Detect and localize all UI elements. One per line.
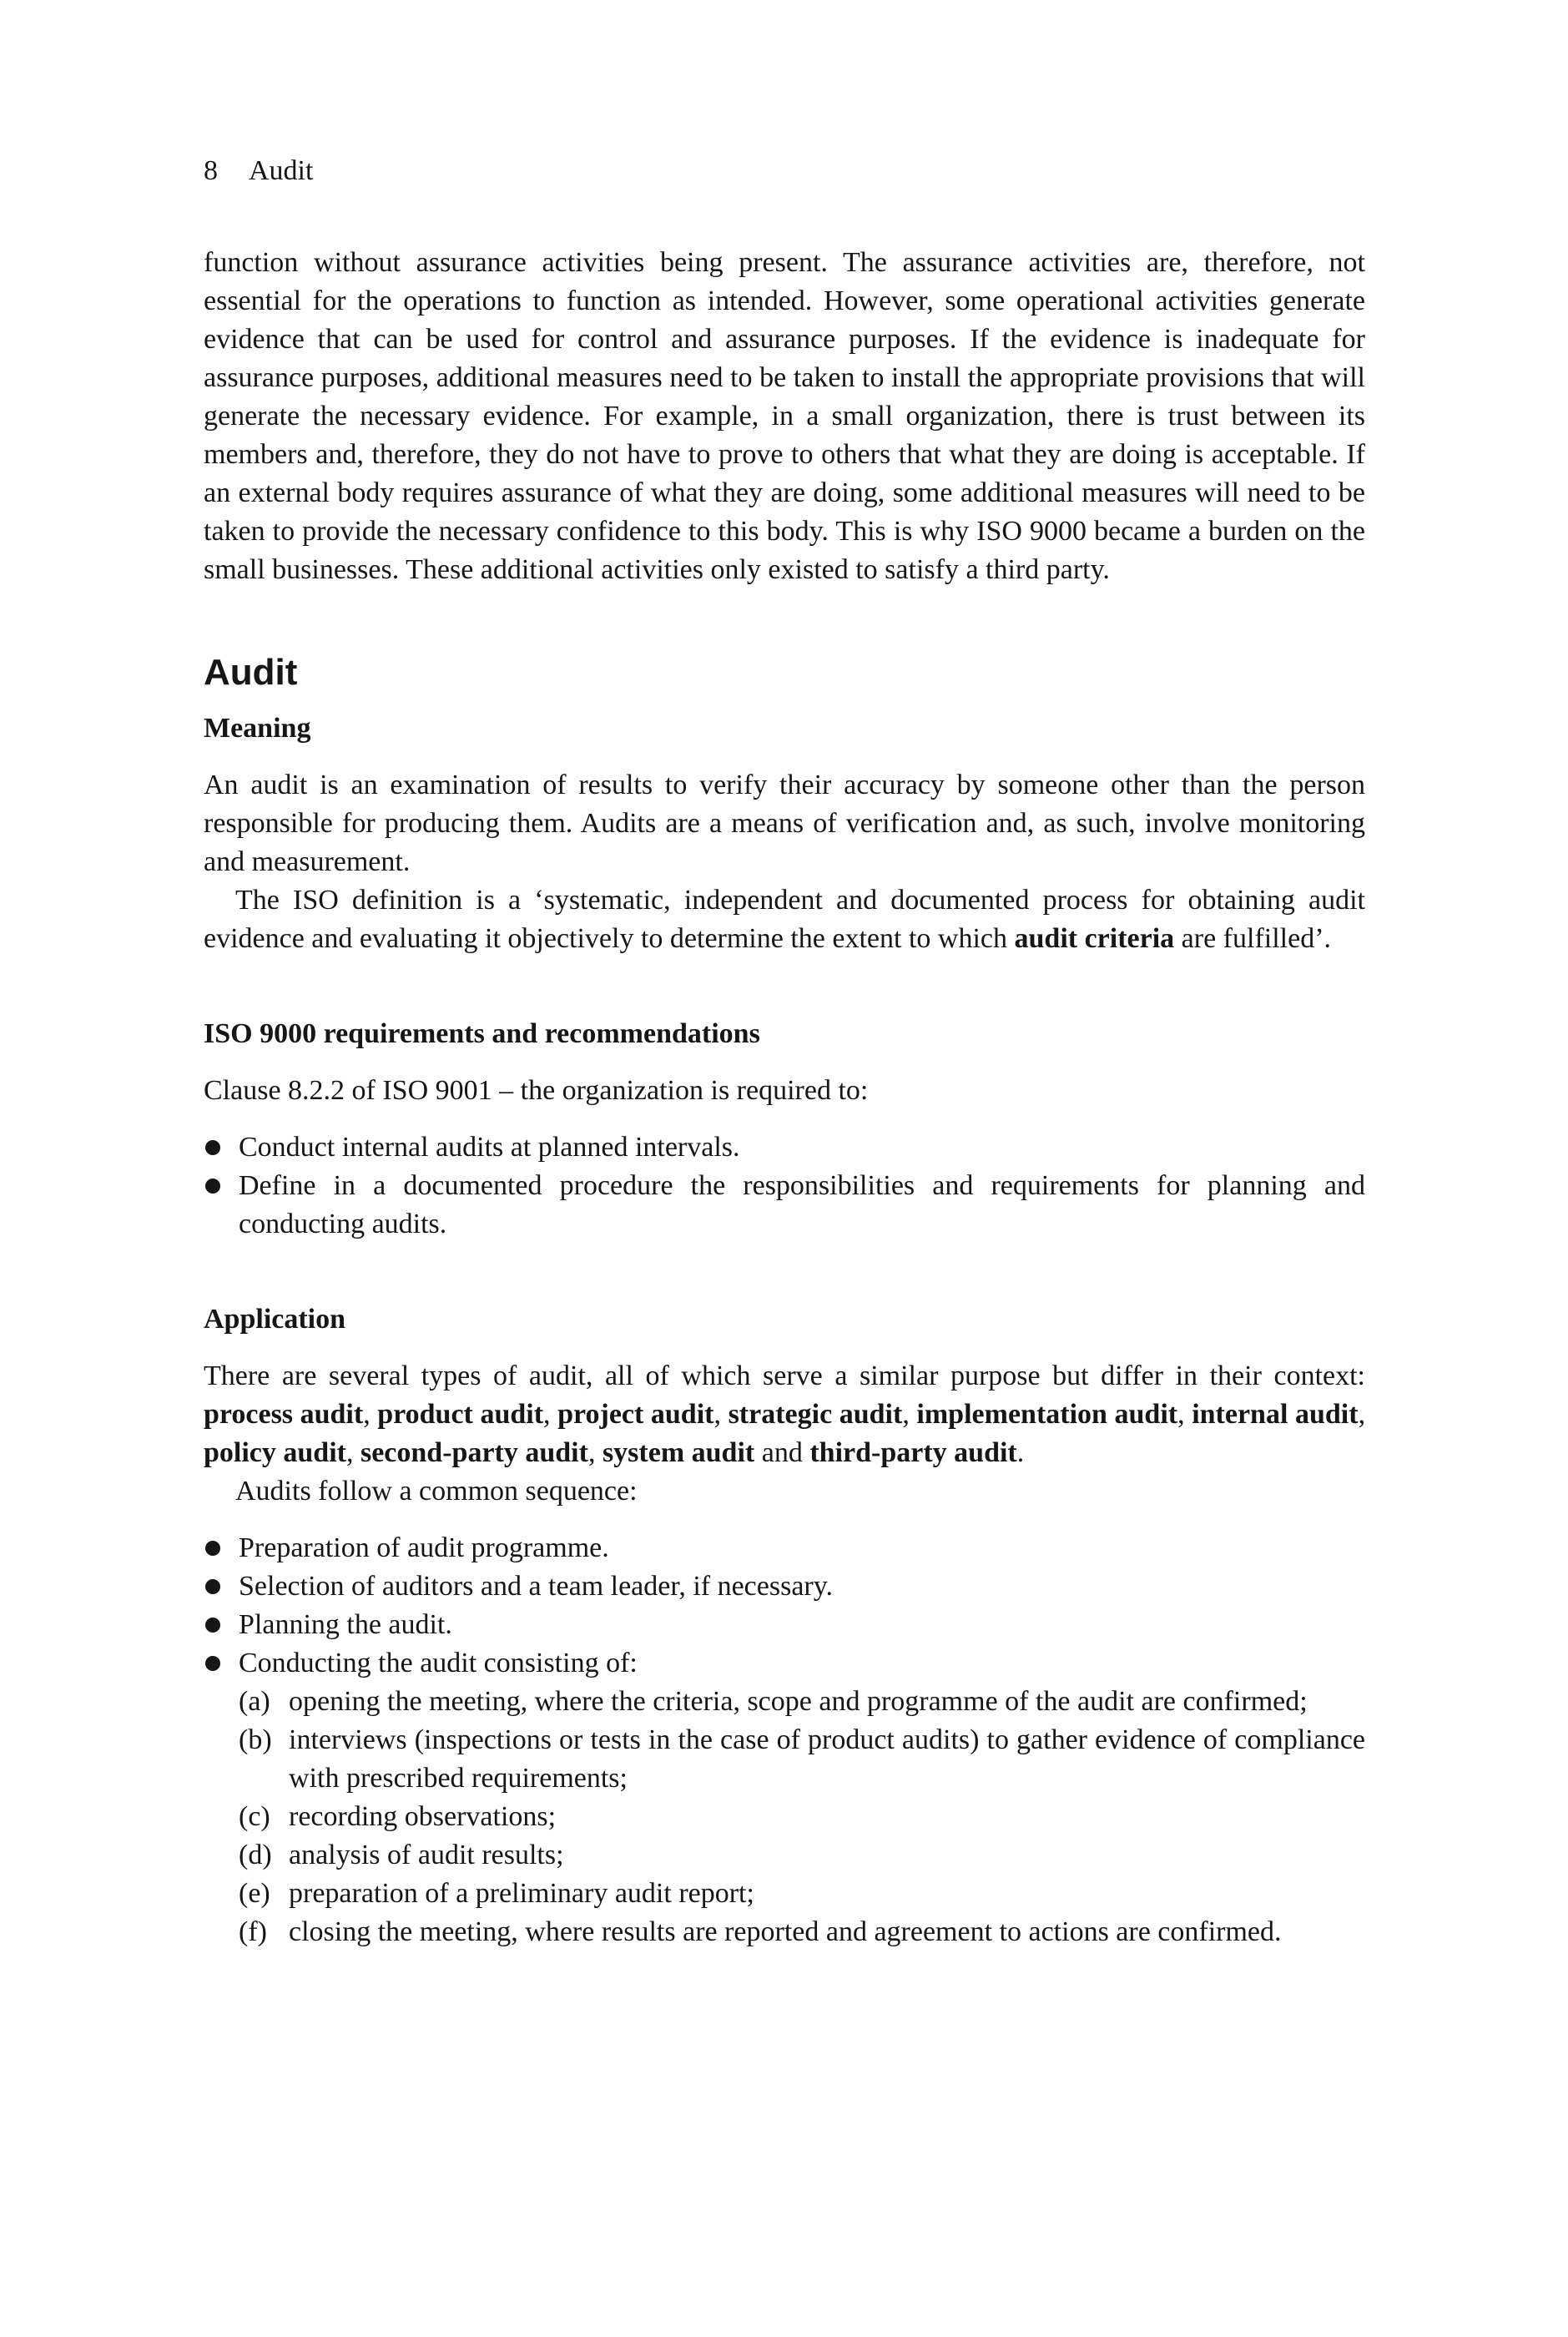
list-item: Conduct internal audits at planned intervals. bbox=[204, 1128, 1365, 1167]
audit-type-term: strategic audit bbox=[728, 1399, 903, 1430]
audit-type-term: third-party audit bbox=[809, 1437, 1017, 1468]
running-head-title: Audit bbox=[249, 155, 314, 186]
sublist-marker: (e) bbox=[239, 1878, 270, 1909]
audit-type-term: system audit bbox=[602, 1437, 755, 1468]
iso-requirements-list bbox=[204, 1128, 1365, 1244]
sublist-item: (f) closing the meeting, where results are reported and agreement to actions are confirmed. bbox=[239, 1913, 1365, 1951]
page-number: 8 bbox=[204, 155, 218, 186]
bullet-icon bbox=[205, 1140, 220, 1155]
sublist-marker: (c) bbox=[239, 1801, 270, 1832]
running-head bbox=[204, 152, 1365, 190]
sublist-item: (e) preparation of a preliminary audit report; bbox=[239, 1875, 1365, 1913]
audit-types-paragraph: There are several types of audit, all of which serve a similar purpose but differ in their context: process audit, product audit, project audit, strategic audit, implementation audit, internal audit, policy audit, second-party audit, system audit and third-party audit. bbox=[204, 1360, 1366, 1468]
bullet-icon bbox=[205, 1179, 220, 1194]
audit-type-term: second-party audit bbox=[360, 1437, 588, 1468]
conduct-audit-sublist bbox=[204, 1683, 1365, 1951]
audit-type-term: policy audit bbox=[204, 1437, 346, 1468]
audit-type-term: implementation audit bbox=[916, 1399, 1178, 1430]
iso-definition-paragraph bbox=[204, 881, 1365, 958]
sublist-marker: (b) bbox=[239, 1724, 272, 1755]
sublist-marker: (f) bbox=[239, 1916, 267, 1947]
audit-sequence-list bbox=[204, 1529, 1365, 1683]
sublist-marker: (a) bbox=[239, 1686, 270, 1717]
bullet-icon bbox=[205, 1579, 220, 1594]
audit-type-term: process audit bbox=[204, 1399, 364, 1430]
iso-clause-intro: Clause 8.2.2 of ISO 9001 – the organization is required to: bbox=[204, 1075, 869, 1106]
iso-requirements-heading: ISO 9000 requirements and recommendations bbox=[204, 1018, 760, 1049]
iso-definition-text: The ISO definition is a ‘systematic, independent and documented process for obtaining audit evidence and evaluating it objectively to determine the extent to which bbox=[204, 885, 1365, 954]
sublist-item: (a) opening the meeting, where the criteria, scope and programme of the audit are confirmed; bbox=[239, 1683, 1365, 1721]
sublist-item: (c) recording observations; bbox=[239, 1798, 1365, 1836]
application-heading: Application bbox=[204, 1304, 346, 1335]
audit-sequence-intro: Audits follow a common sequence: bbox=[235, 1476, 638, 1507]
audit-criteria-term: audit criteria bbox=[1014, 923, 1175, 954]
audit-type-term: internal audit bbox=[1192, 1399, 1359, 1430]
list-item: Define in a documented procedure the responsibilities and requirements for planning and conducting audits. bbox=[204, 1167, 1365, 1244]
list-item: Selection of auditors and a team leader, if necessary. bbox=[204, 1567, 1365, 1606]
meaning-heading: Meaning bbox=[204, 713, 311, 744]
list-item: Planning the audit. bbox=[204, 1606, 1365, 1644]
meaning-paragraph: An audit is an examination of results to verify their accuracy by someone other than the person responsible for producing them. Audits are a means of verification and, as such, involve monitoring and measurement. bbox=[204, 770, 1365, 877]
bullet-icon bbox=[205, 1656, 220, 1671]
intro-paragraph: function without assurance activities being present. The assurance activities are, therefore, not essential for the operations to function as intended. However, some operational activities generate evidence that can be used for control and assurance purposes. If the evidence is inadequate for assurance purposes, additional measures need to be taken to install the appropriate provisions that will generate the necessary evidence. For example, in a small organization, there is trust between its members and, therefore, they do not have to prove to others that what they are doing is acceptable. If an external body requires assurance of what they are doing, some additional measures will need to be taken to provide the necessary confidence to this body. This is why ISO 9000 became a burden on the small businesses. These additional activities only existed to satisfy a third party. bbox=[204, 247, 1365, 585]
sublist-item: (b) interviews (inspections or tests in the case of product audits) to gather evidence of compliance with prescribed requirements; bbox=[239, 1721, 1365, 1798]
list-item: Conducting the audit consisting of: bbox=[204, 1644, 1365, 1683]
book-page bbox=[204, 152, 1365, 1951]
iso-definition-end: are fulfilled’. bbox=[1174, 923, 1332, 954]
sublist-marker: (d) bbox=[239, 1840, 272, 1870]
section-title: Audit bbox=[204, 652, 298, 693]
sublist-item: (d) analysis of audit results; bbox=[239, 1836, 1365, 1875]
audit-type-term: project audit bbox=[557, 1399, 714, 1430]
bullet-icon bbox=[205, 1541, 220, 1556]
audit-type-term: product audit bbox=[377, 1399, 544, 1430]
bullet-icon bbox=[205, 1618, 220, 1633]
list-item: Preparation of audit programme. bbox=[204, 1529, 1365, 1567]
